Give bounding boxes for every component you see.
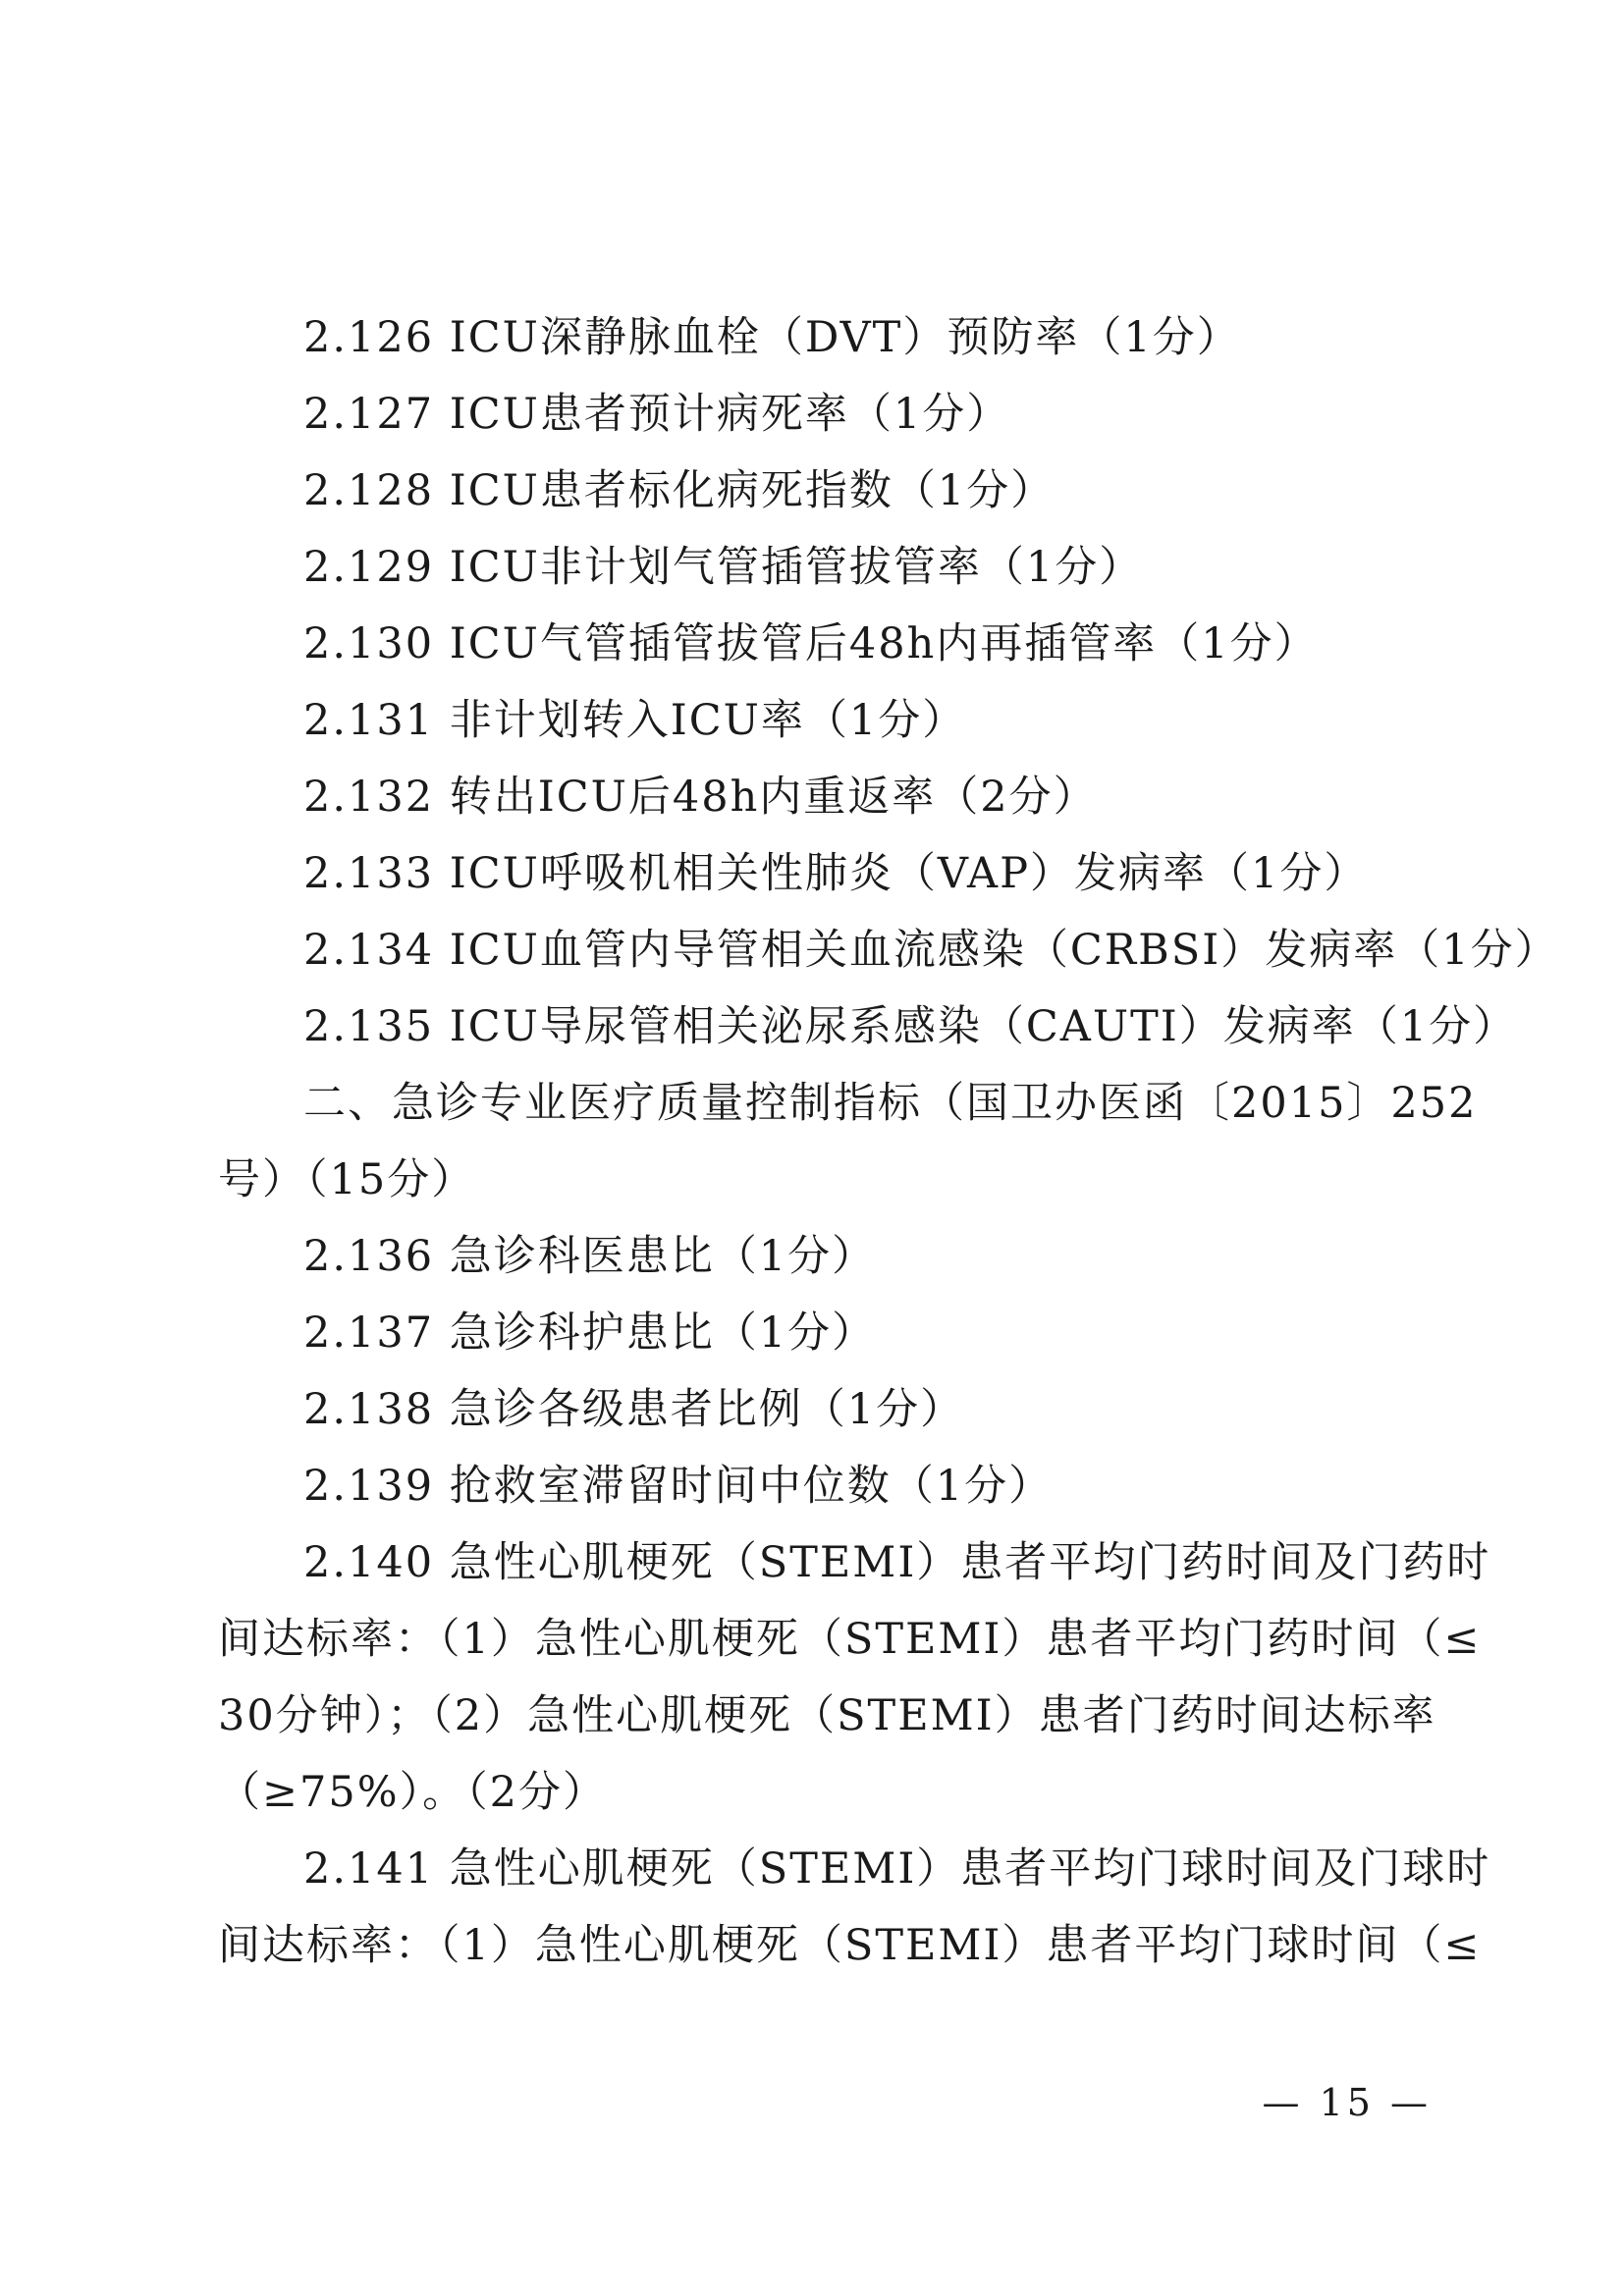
document-body <box>218 299 1559 1984</box>
section-heading: 二、急诊专业医疗质量控制指标（国卫办医函〔2015〕252 <box>303 1079 1478 1128</box>
item-2-137: 2.137 急诊科护患比（1分） <box>303 1308 877 1358</box>
item-2-131: 2.131 非计划转入ICU率（1分） <box>303 696 967 745</box>
page-number: — 15 — <box>1262 2081 1432 2124</box>
item-2-140-continued: 30分钟）；（2）急性心肌梗死（STEMI）患者门药时间达标率 <box>218 1691 1436 1740</box>
item-2-136: 2.136 急诊科医患比（1分） <box>303 1232 877 1281</box>
section-heading-continued: 号）（15分） <box>218 1155 476 1204</box>
item-2-140-continued: （≥75%）。（2分） <box>218 1768 607 1817</box>
item-2-128: 2.128 ICU患者标化病死指数（1分） <box>303 466 1056 515</box>
item-2-139: 2.139 抢救室滞留时间中位数（1分） <box>303 1462 1054 1511</box>
item-2-141-continued: 间达标率：（1）急性心肌梗死（STEMI）患者平均门球时间（≤ <box>218 1921 1482 1970</box>
item-2-129: 2.129 ICU非计划气管插管拔管率（1分） <box>303 543 1144 592</box>
item-2-127: 2.127 ICU患者预计病死率（1分） <box>303 390 1011 439</box>
item-2-126: 2.126 ICU深静脉血栓（DVT）预防率（1分） <box>303 313 1241 362</box>
item-2-140-continued: 间达标率：（1）急性心肌梗死（STEMI）患者平均门药时间（≤ <box>218 1615 1482 1664</box>
item-2-140: 2.140 急性心肌梗死（STEMI）患者平均门药时间及门药时 <box>303 1538 1491 1587</box>
item-2-135: 2.135 ICU导尿管相关泌尿系感染（CAUTI）发病率（1分） <box>303 1002 1518 1051</box>
item-2-132: 2.132 转出ICU后48h内重返率（2分） <box>303 773 1098 822</box>
item-2-133: 2.133 ICU呼吸机相关性肺炎（VAP）发病率（1分） <box>303 849 1369 898</box>
item-2-141: 2.141 急性心肌梗死（STEMI）患者平均门球时间及门球时 <box>303 1844 1491 1894</box>
item-2-130: 2.130 ICU气管插管拔管后48h内再插管率（1分） <box>303 619 1319 668</box>
item-2-138: 2.138 急诊各级患者比例（1分） <box>303 1385 965 1434</box>
item-2-134: 2.134 ICU血管内导管相关血流感染（CRBSI）发病率（1分） <box>303 926 1559 975</box>
